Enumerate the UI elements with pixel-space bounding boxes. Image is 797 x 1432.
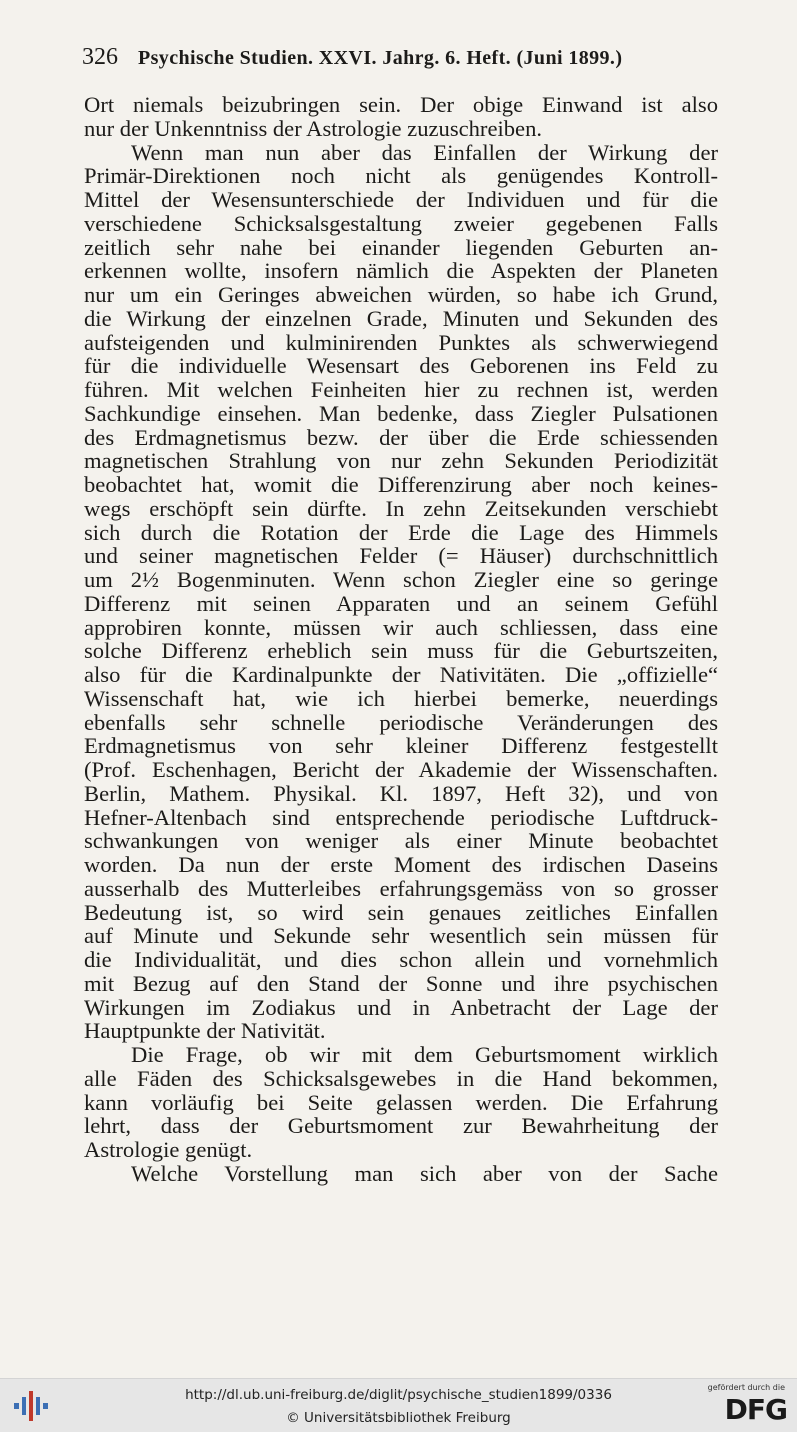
text-line: Wenn man nun aber das Einfallen der Wirkung der: [131, 139, 718, 165]
text-line: um 2½ Bogenminuten. Wenn schon Ziegler eine so geringe: [84, 567, 718, 592]
text-line: worden. Da nun der erste Moment des irdischen Daseins: [84, 852, 718, 877]
page-number: 326: [82, 44, 118, 70]
dfg-logo: DFG: [724, 1393, 787, 1426]
text-line: verschiedene Schicksalsgestaltung zweier gegebenen Falls: [84, 210, 718, 236]
page-header: [82, 44, 718, 74]
text-line: approbiren konnte, müssen wir auch schliessen, dass eine: [84, 614, 718, 640]
text-line: schwankungen von weniger als einer Minute beobachtet: [84, 828, 718, 854]
copyright-notice: © Universitätsbibliothek Freiburg: [286, 1410, 511, 1426]
body-text: [84, 93, 718, 1186]
text-line: solche Differenz erheblich sein muss für die Geburtszeiten,: [84, 638, 718, 664]
text-line: Welche Vorstellung man sich aber von der Sache: [131, 1160, 718, 1186]
text-line: beobachtet hat, womit die Differenzirung aber noch keines-: [84, 472, 718, 497]
text-line: wegs erschöpft sein dürfte. In zehn Zeitsekunden verschiebt: [84, 495, 718, 521]
dfg-tagline: gefördert durch die: [707, 1383, 785, 1392]
text-line: ausserhalb des Mutterleibes erfahrungsgemäss von so grosser: [84, 875, 718, 901]
text-line: Wissenschaft hat, wie ich hierbei bemerke, neuerdings: [84, 685, 718, 711]
text-line: ebenfalls sehr schnelle periodische Veränderungen des: [84, 709, 718, 735]
text-line: Hefner-Altenbach sind entsprechende periodische Luftdruck-: [84, 804, 718, 830]
text-line: Hauptpunkte der Nativität.: [84, 1018, 326, 1044]
text-line: erkennen wollte, insofern nämlich die Aspekten der Planeten: [84, 258, 718, 284]
text-line: also für die Kardinalpunkte der Nativitäten. Die „offizielle“: [84, 662, 718, 687]
text-line: führen. Mit welchen Feinheiten hier zu rechnen ist, werden: [84, 377, 718, 402]
text-line: die Wirkung der einzelnen Grade, Minuten und Sekunden des: [84, 305, 718, 331]
text-line: magnetischen Strahlung von nur zehn Sekunden Periodizität: [84, 448, 718, 474]
text-line: Ort niemals beizubringen sein. Der obige Einwand ist also: [84, 92, 718, 117]
text-line: mit Bezug auf den Stand der Sonne und ihre psychischen: [84, 970, 718, 996]
text-line: Sachkundige einsehen. Man bedenke, dass Ziegler Pulsationen: [84, 400, 718, 426]
text-line: kann vorläufig bei Seite gelassen werden. Die Erfahrung: [84, 1089, 718, 1115]
text-line: Die Frage, ob wir mit dem Geburtsmoment wirklich: [131, 1042, 718, 1067]
text-line: die Individualität, und dies schon allein und vornehmlich: [84, 947, 718, 972]
text-line: lehrt, dass der Geburtsmoment zur Bewahrheitung der: [84, 1113, 718, 1139]
document-url-link[interactable]: http://dl.ub.uni-freiburg.de/diglit/psychische_studien1899/0336: [185, 1387, 612, 1403]
text-line: nur der Unkenntniss der Astrologie zuzuschreiben.: [84, 115, 543, 141]
text-line: nur um ein Geringes abweichen würden, so habe ich Grund,: [84, 282, 718, 307]
text-line: Mittel der Wesensunterschiede der Individuen und für die: [84, 187, 718, 212]
text-line: zeitlich sehr nahe bei einander liegenden Geburten an-: [84, 234, 718, 260]
text-line: Bedeutung ist, so wird sein genaues zeitliches Einfallen: [84, 899, 718, 925]
text-line: auf Minute und Sekunde sehr wesentlich sein müssen für: [84, 923, 718, 949]
running-title: Psychische Studien. XXVI. Jahrg. 6. Heft. (Juni 1899.): [138, 47, 623, 69]
text-line: (Prof. Eschenhagen, Bericht der Akademie der Wissenschaften.: [84, 757, 718, 782]
text-line: Berlin, Mathem. Physikal. Kl. 1897, Heft 32), und von: [84, 780, 718, 806]
text-line: aufsteigenden und kulminirenden Punktes als schwerwiegend: [84, 329, 718, 355]
text-line: Astrologie genügt.: [84, 1137, 253, 1162]
text-line: sich durch die Rotation der Erde die Lage des Himmels: [84, 519, 718, 545]
text-line: Erdmagnetismus von sehr kleiner Differenz festgestellt: [84, 733, 718, 759]
text-line: für die individuelle Wesensart des Geborenen ins Feld zu: [84, 353, 718, 379]
text-line: Differenz mit seinen Apparaten und an seinem Gefühl: [84, 590, 718, 616]
text-line: und seiner magnetischen Felder (= Häuser) durchschnittlich: [84, 543, 718, 569]
text-line: des Erdmagnetismus bezw. der über die Erde schiessenden: [84, 424, 718, 450]
text-line: Primär-Direktionen noch nicht als genügendes Kontroll-: [84, 163, 718, 189]
text-line: Wirkungen im Zodiakus und in Anbetracht der Lage der: [84, 994, 718, 1020]
text-line: alle Fäden des Schicksalsgewebes in die Hand bekommen,: [84, 1065, 718, 1091]
viewer-footer: [0, 1378, 797, 1432]
